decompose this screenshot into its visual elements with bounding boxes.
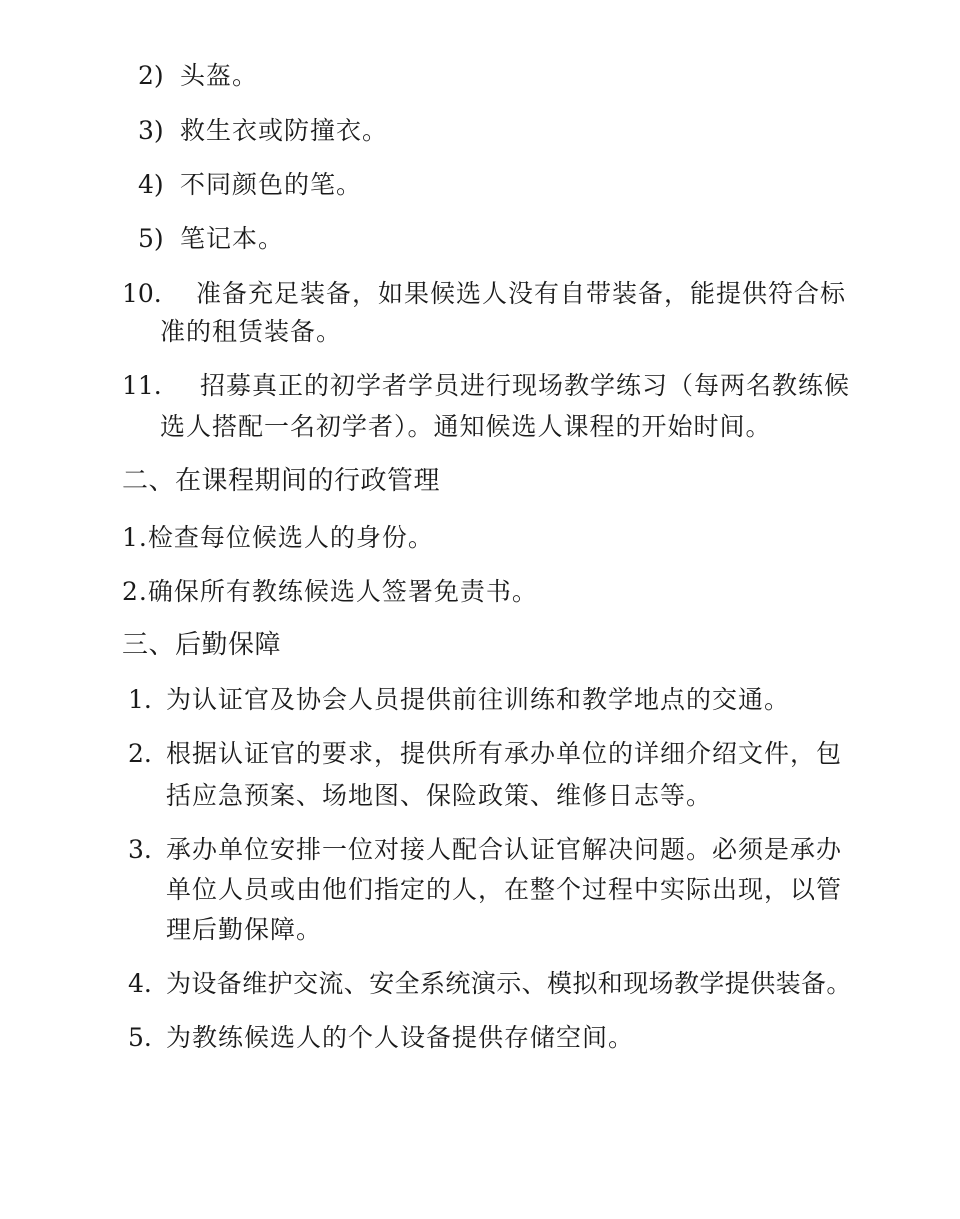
- item-text-line: 为教练候选人的个人设备提供存储空间。: [166, 1023, 635, 1052]
- item-text-line: 承办单位安排一位对接人配合认证官解决问题。必须是承办: [166, 835, 843, 864]
- item-number: 4.: [128, 969, 152, 998]
- item-text-line: 准备充足装备，如果候选人没有自带装备，能提供符合标: [196, 279, 847, 308]
- list-item: 1.检查每位候选人的身份。: [122, 523, 434, 552]
- item-number: 3.: [128, 835, 152, 864]
- sub-item-number: 2): [138, 61, 164, 90]
- list-item: 2.确保所有教练候选人签署免责书。: [122, 577, 538, 606]
- sub-item-number: 3): [138, 116, 164, 145]
- sub-item-number: 5): [138, 224, 164, 253]
- sub-item-text: 头盔。: [180, 61, 259, 90]
- sub-item-text: 救生衣或防撞衣。: [180, 116, 389, 145]
- item-text-line: 为认证官及协会人员提供前往训练和教学地点的交通。: [166, 685, 791, 714]
- item-number: 11.: [122, 371, 162, 400]
- sub-item-text: 不同颜色的笔。: [180, 170, 363, 199]
- item-text-line: 准的租赁装备。: [160, 317, 343, 346]
- sub-item-text: 笔记本。: [180, 224, 285, 253]
- item-text-line: 单位人员或由他们指定的人，在整个过程中实际出现，以管: [166, 875, 843, 904]
- item-text-line: 理后勤保障。: [166, 915, 323, 944]
- item-text-line: 选人搭配一名初学者）。通知候选人课程的开始时间。: [160, 412, 772, 441]
- item-number: 10.: [122, 279, 162, 308]
- item-text-line: 招募真正的初学者学员进行现场教学练习（每两名教练候: [200, 371, 851, 400]
- item-number: 5.: [128, 1023, 152, 1052]
- item-text-line: 括应急预案、场地图、保险政策、维修日志等。: [166, 781, 713, 810]
- item-text-line: 根据认证官的要求，提供所有承办单位的详细介绍文件，包: [166, 739, 843, 768]
- item-text-line: 为设备维护交流、安全系统演示、模拟和现场教学提供装备。: [166, 969, 852, 998]
- section-heading: 三、后勤保障: [122, 630, 282, 660]
- sub-item-number: 4): [138, 170, 164, 199]
- item-number: 2.: [128, 739, 152, 768]
- item-number: 1.: [128, 685, 152, 714]
- section-heading: 二、在课程期间的行政管理: [122, 466, 441, 496]
